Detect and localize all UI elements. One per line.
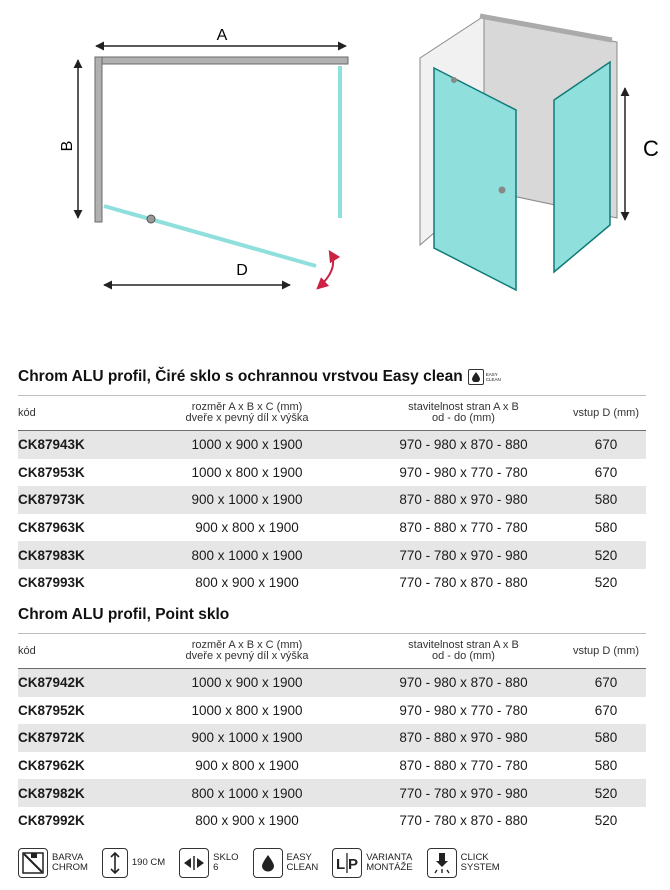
- header-code: kód: [18, 634, 133, 669]
- legend-item-glass: [179, 848, 238, 878]
- wall-profile-side: [95, 57, 102, 222]
- table-row: [18, 541, 646, 569]
- table-row: [18, 807, 646, 835]
- header-entry: vstup D (mm): [566, 634, 646, 669]
- cell-code: CK87942K: [18, 669, 133, 697]
- door-hinge: [451, 77, 457, 83]
- cell-size: 900 x 1000 x 1900: [133, 486, 361, 514]
- top-view-diagram: [59, 27, 348, 288]
- cell-code: CK87962K: [18, 758, 85, 774]
- section-title-text: Chrom ALU profil, Point sklo: [18, 606, 230, 623]
- table-row: [18, 669, 646, 697]
- glass-thickness-icon: [179, 848, 209, 878]
- cell-size: 1000 x 800 x 1900: [191, 702, 303, 718]
- cell-size: 900 x 800 x 1900: [195, 520, 299, 536]
- cell-adjust: 970 - 980 x 870 - 880: [361, 431, 566, 459]
- legend-item-variant: [332, 848, 412, 878]
- table-row: [18, 431, 646, 459]
- height-icon: [102, 848, 128, 878]
- section-title-point: [18, 606, 229, 624]
- spec-table-point: [18, 633, 646, 835]
- svg-text:P: P: [348, 856, 359, 873]
- cell-entry: 520: [594, 575, 618, 591]
- spec-table-easy-clean: [18, 395, 646, 597]
- cell-code: CK87972K: [18, 724, 133, 752]
- section-title-text: Chrom ALU profil, Čiré sklo s ochrannou vrstvou Easy clean: [18, 368, 463, 385]
- cell-code: CK87992K: [18, 813, 85, 829]
- cell-entry: 580: [566, 724, 646, 752]
- table-row: [18, 486, 646, 514]
- legend-text: CLICK SYSTEM: [460, 852, 500, 873]
- cell-code: CK87952K: [18, 702, 85, 718]
- cell-code: CK87953K: [18, 464, 85, 480]
- cell-adjust: 770 - 780 x 870 - 880: [399, 575, 528, 591]
- water-drop-icon: [468, 369, 484, 385]
- cell-entry: 670: [566, 669, 646, 697]
- legend-text: 190 CM: [131, 857, 166, 868]
- color-chrome-icon: [18, 848, 48, 878]
- legend-item-click: [427, 848, 500, 878]
- cell-adjust: 870 - 880 x 970 - 980: [361, 486, 566, 514]
- legend-text: EASY CLEAN: [286, 852, 319, 873]
- table-row: [18, 514, 646, 542]
- cell-size: 1000 x 900 x 1900: [133, 669, 361, 697]
- cell-adjust: 770 - 780 x 970 - 980: [361, 541, 566, 569]
- legend-text: BARVA CHROM: [52, 852, 88, 873]
- table-header-row: [18, 396, 646, 431]
- dimension-d-label: D: [236, 262, 248, 279]
- cell-code: CK87993K: [18, 575, 85, 591]
- cell-adjust: 770 - 780 x 870 - 880: [399, 813, 528, 829]
- dimension-b-label: B: [59, 140, 76, 152]
- cell-adjust: 870 - 880 x 770 - 780: [399, 758, 528, 774]
- cell-adjust: 970 - 980 x 870 - 880: [361, 669, 566, 697]
- header-size: rozměr A x B x C (mm) dveře x pevný díl x výška: [133, 396, 361, 431]
- cell-size: 900 x 1000 x 1900: [133, 724, 361, 752]
- wall-profile-top: [95, 57, 348, 64]
- table-row: [18, 697, 646, 725]
- easy-clean-badge-text: EASY CLEAN: [485, 372, 501, 382]
- cell-size: 1000 x 900 x 1900: [133, 431, 361, 459]
- water-drop-icon: [253, 848, 283, 878]
- cell-entry: 520: [566, 779, 646, 807]
- legend-item-color: [18, 848, 88, 878]
- table-header-row: [18, 634, 646, 669]
- cell-size: 800 x 1000 x 1900: [133, 541, 361, 569]
- table-row: [18, 779, 646, 807]
- header-adjust: stavitelnost stran A x B od - do (mm): [361, 396, 566, 431]
- lp-variant-icon: [332, 848, 362, 878]
- door-handle: [499, 187, 506, 194]
- cell-size: 800 x 1000 x 1900: [133, 779, 361, 807]
- click-system-icon: [427, 848, 457, 878]
- feature-legend: [18, 846, 638, 880]
- table-row: [18, 752, 646, 780]
- cell-size: 900 x 800 x 1900: [195, 758, 299, 774]
- perspective-diagram: [420, 16, 659, 290]
- cell-size: 800 x 900 x 1900: [195, 813, 299, 829]
- cell-adjust: 970 - 980 x 770 - 780: [399, 464, 528, 480]
- cell-code: CK87983K: [18, 541, 133, 569]
- header-code: kód: [18, 396, 133, 431]
- cell-entry: 580: [594, 520, 618, 536]
- table-row: [18, 724, 646, 752]
- cell-code: CK87973K: [18, 486, 133, 514]
- cell-entry: 520: [594, 813, 618, 829]
- door-glass-panel: [104, 206, 316, 266]
- cell-entry: 580: [566, 486, 646, 514]
- cell-entry: 670: [594, 702, 618, 718]
- cell-adjust: 870 - 880 x 970 - 980: [361, 724, 566, 752]
- legend-text: VARIANTA MONTÁŽE: [366, 852, 413, 873]
- legend-item-height: [102, 848, 165, 878]
- cell-adjust: 770 - 780 x 970 - 980: [361, 779, 566, 807]
- product-diagrams: [0, 0, 670, 330]
- cell-code: CK87943K: [18, 431, 133, 459]
- cell-code: CK87982K: [18, 779, 133, 807]
- table-row: [18, 569, 646, 597]
- cell-entry: 670: [594, 464, 618, 480]
- door-knob: [147, 215, 155, 223]
- header-adjust: stavitelnost stran A x B od - do (mm): [361, 634, 566, 669]
- cell-size: 1000 x 800 x 1900: [191, 464, 303, 480]
- table-row: [18, 459, 646, 487]
- header-size: rozměr A x B x C (mm) dveře x pevný díl x výška: [133, 634, 361, 669]
- easy-clean-badge: [468, 369, 504, 385]
- cell-entry: 520: [566, 541, 646, 569]
- cell-adjust: 970 - 980 x 770 - 780: [399, 702, 528, 718]
- cell-code: CK87963K: [18, 520, 85, 536]
- section-title-easy-clean: [18, 368, 504, 386]
- cell-entry: 670: [566, 431, 646, 459]
- door-swing-arrow: [318, 252, 333, 288]
- cell-adjust: 870 - 880 x 770 - 780: [399, 520, 528, 536]
- dimension-c-label: C: [643, 136, 659, 161]
- cell-size: 800 x 900 x 1900: [195, 575, 299, 591]
- svg-text:L: L: [336, 856, 346, 873]
- legend-text: SKLO 6: [213, 852, 239, 873]
- legend-item-easy-clean: [253, 848, 319, 878]
- cell-entry: 580: [594, 758, 618, 774]
- dimension-a-label: A: [216, 27, 228, 44]
- header-entry: vstup D (mm): [566, 396, 646, 431]
- fixed-panel-3d: [554, 62, 610, 272]
